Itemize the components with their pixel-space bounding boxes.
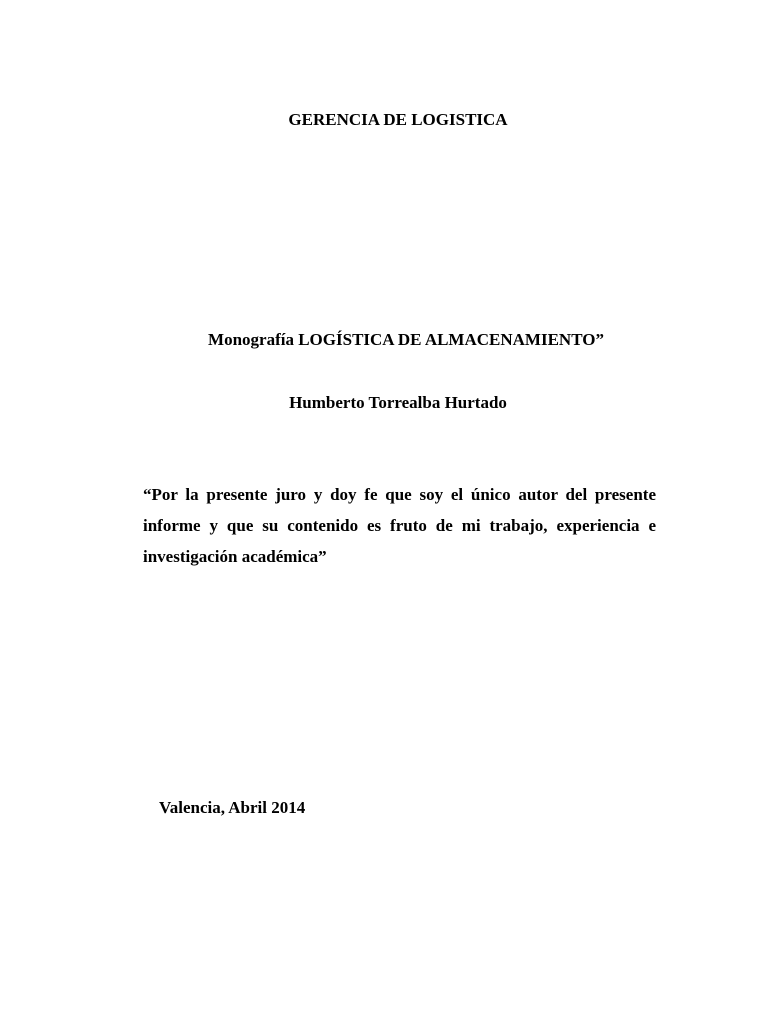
place-and-date: Valencia, Abril 2014 [159, 798, 306, 817]
document-heading: GERENCIA DE LOGISTICA [288, 110, 508, 129]
author-name: Humberto Torrealba Hurtado [289, 393, 507, 412]
declaration-line: investigación académica” [143, 547, 327, 566]
declaration-line: informe y que su contenido es fruto de mi trabajo, experiencia e [143, 516, 656, 535]
monograph-title: Monografía LOGÍSTICA DE ALMACENAMIENTO” [208, 330, 604, 349]
authorship-declaration [143, 485, 656, 578]
declaration-line: “Por la presente juro y doy fe que soy el único autor del presente [143, 485, 656, 504]
